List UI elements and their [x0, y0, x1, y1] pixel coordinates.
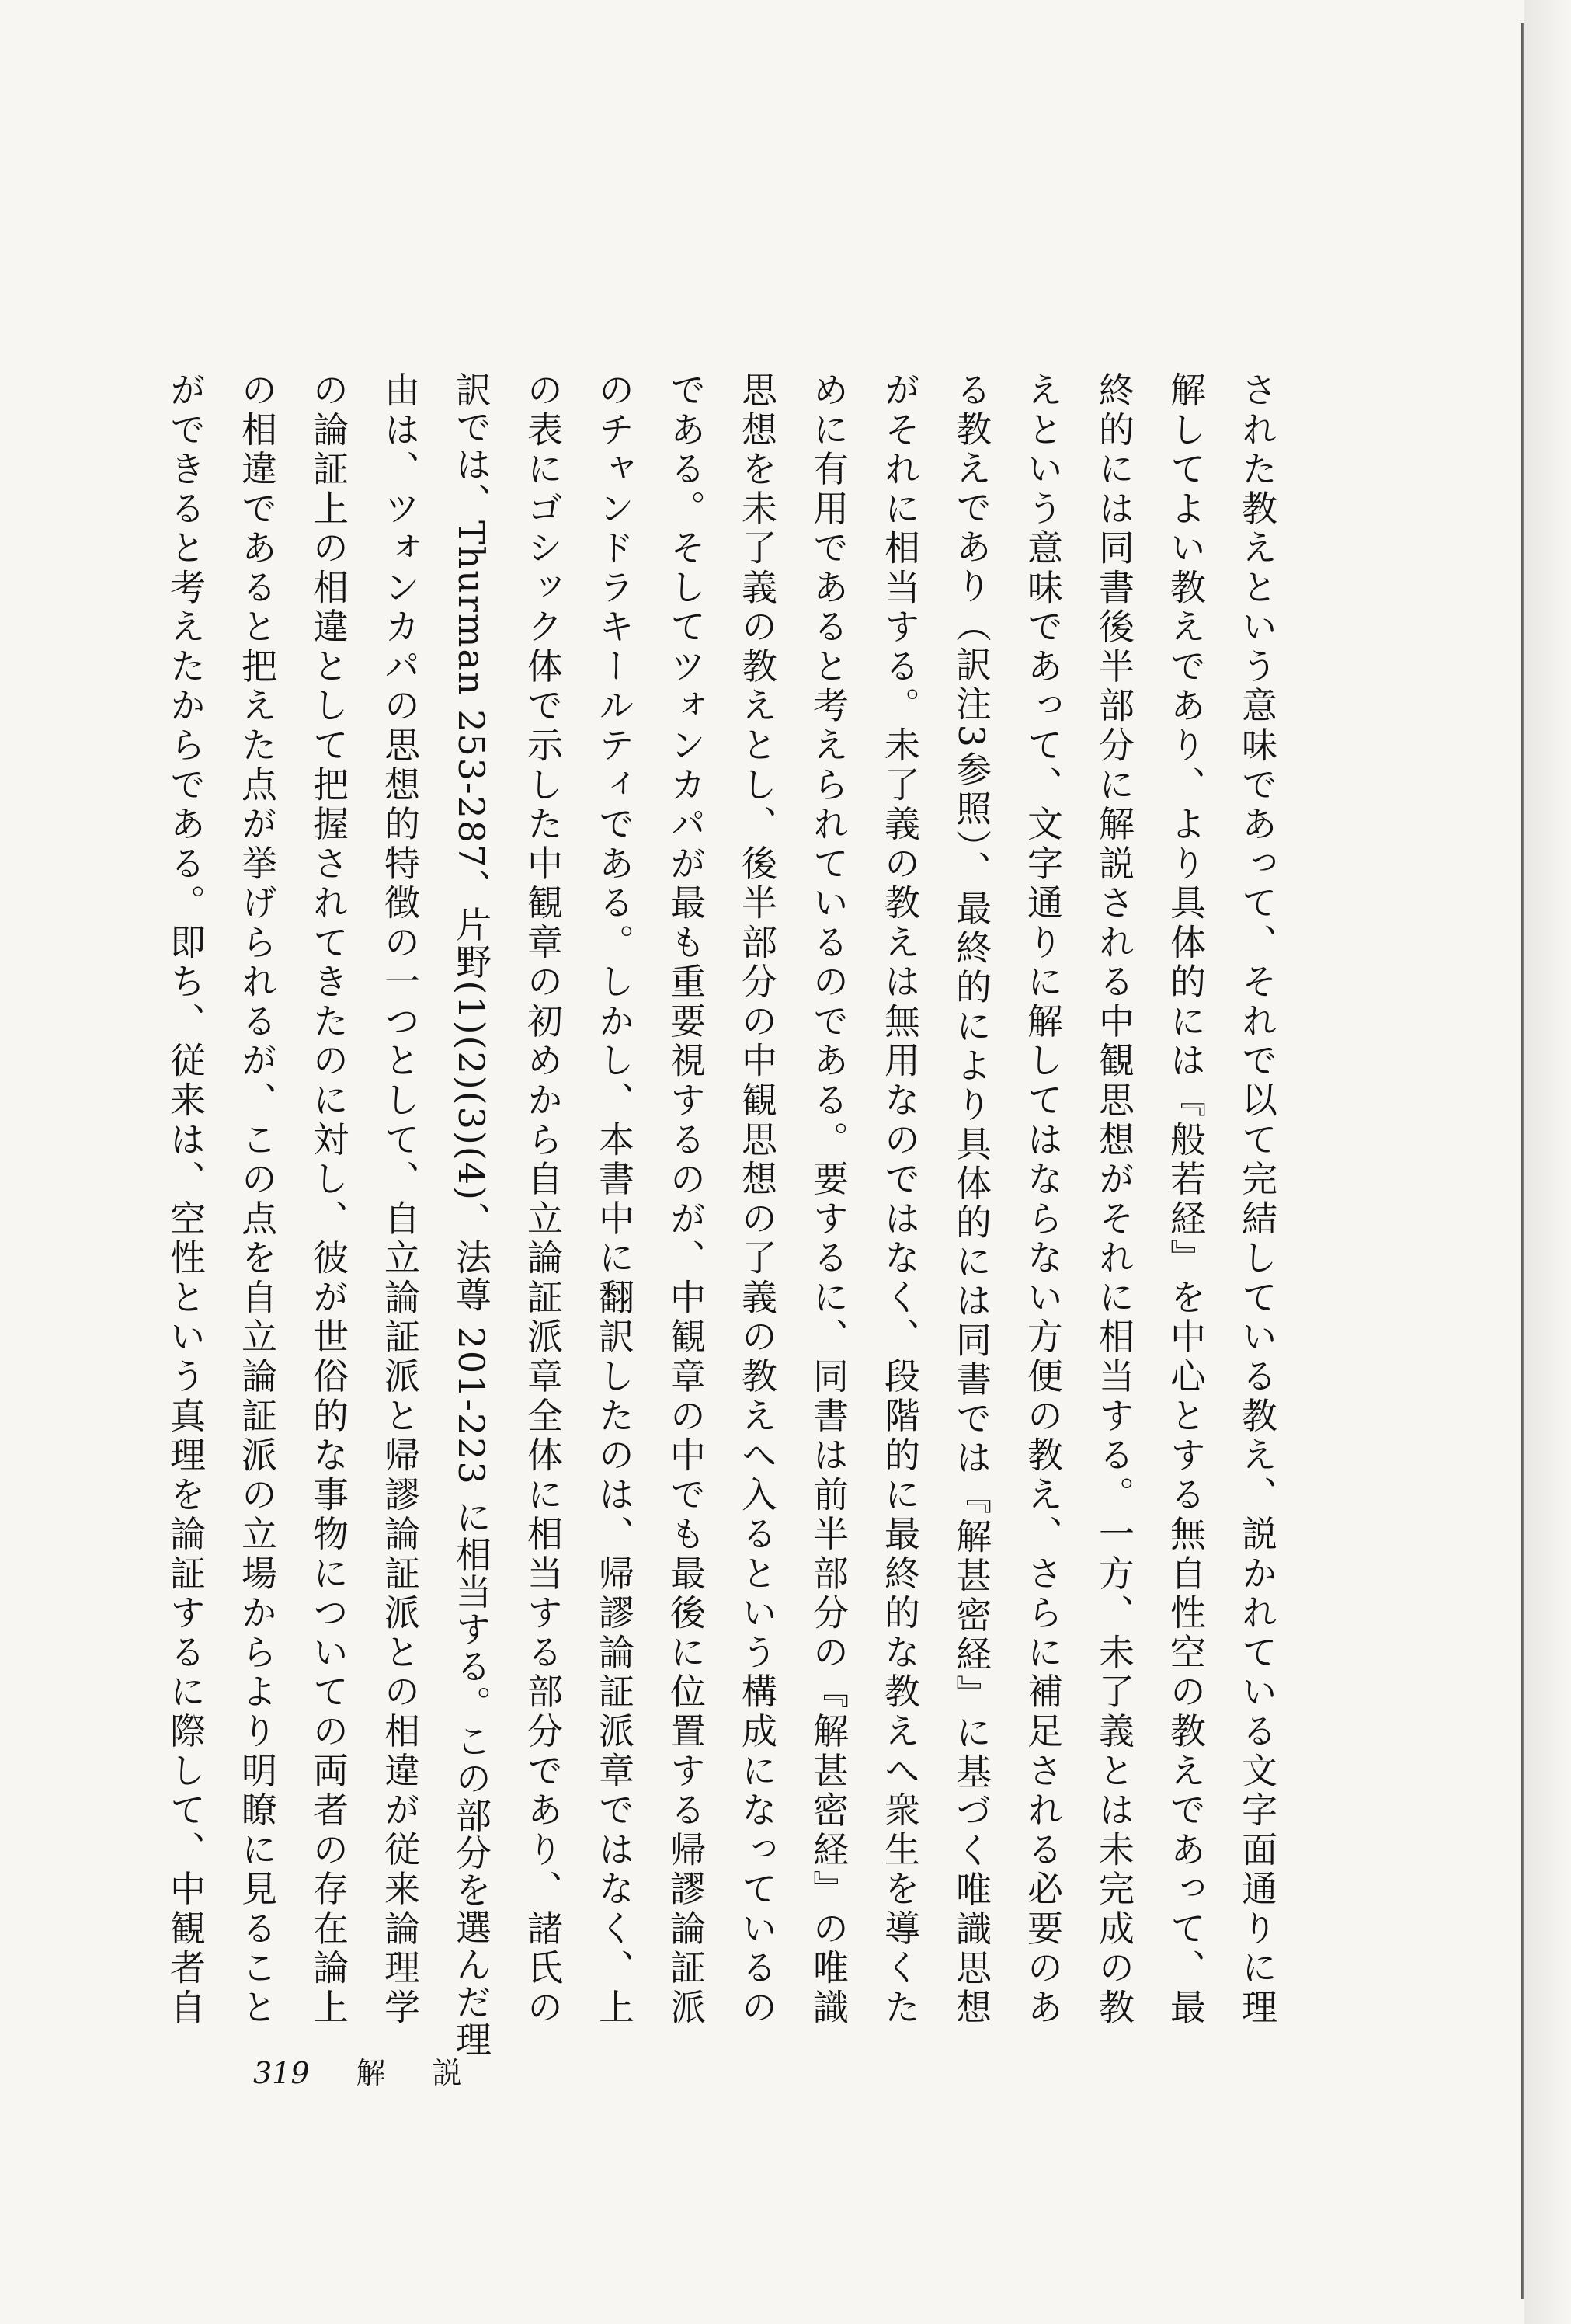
text-column: 思想を未了義の教えとし、後半部分の中観思想の了義の教えへ入るという構成になっているの — [736, 371, 778, 2026]
text-column: された教えという意味であって、それで以て完結している教え、説かれている文字面通りに理 — [1236, 371, 1278, 2026]
text-column: えという意味であって、文字通りに解してはならない方便の教え、さらに補足される必要のあ — [1022, 371, 1064, 2026]
text-column: のチャンドラキールティである。しかし、本書中に翻訳したのは、帰謬論証派章ではなく、上 — [593, 371, 635, 2026]
text-column: 訳では、Thurman 253-287、片野(1)(2)(3)(4)、法尊 201-223 に相当する。この部分を選んだ理 — [450, 371, 492, 2058]
text-column: る教えであり（訳注3参照）、最終的により具体的には同書では『解甚密経』に基づく唯識思想 — [951, 371, 992, 2026]
text-column: ができると考えたからである。即ち、従来は、空性という真理を論証するに際して、中観者自 — [165, 371, 207, 2026]
spine-edge — [1521, 23, 1524, 2299]
vertical-body-text — [165, 371, 1293, 2058]
text-column: がそれに相当する。未了義の教えは無用なのではなく、段階的に最終的な教えへ衆生を導くた — [879, 371, 921, 2027]
page-footer — [253, 2049, 509, 2092]
text-column: の相違であると把えた点が挙げられるが、この点を自立論証派の立場からより明瞭に見ること — [236, 371, 278, 2027]
text-column: の表にゴシック体で示した中観章の初めから自立論証派章全体に相当する部分であり、諸氏の — [522, 371, 564, 2026]
running-title: 解説 — [356, 2056, 509, 2090]
text-column: 由は、ツォンカパの思想的特徴の一つとして、自立論証派と帰謬論証派との相違が従来論理学 — [379, 371, 421, 2027]
page-number: 319 — [253, 2056, 310, 2090]
spine-shadow — [1524, 0, 1571, 2324]
text-column: である。そしてツォンカパが最も重要視するのが、中観章の中でも最後に位置する帰謬論証派 — [665, 371, 707, 2027]
text-column: の論証上の相違として把握されてきたのに対し、彼が世俗的な事物についての両者の存在論上 — [308, 371, 349, 2026]
text-column: 終的には同書後半部分に解説される中観思想がそれに相当する。一方、未了義とは未完成の教 — [1093, 371, 1135, 2026]
text-column: めに有用であると考えられているのである。要するに、同書は前半部分の『解甚密経』の唯識 — [808, 371, 850, 2026]
text-column: 解してよい教えであり、より具体的には『般若経』を中心とする無自性空の教えであって、最 — [1165, 371, 1207, 2026]
